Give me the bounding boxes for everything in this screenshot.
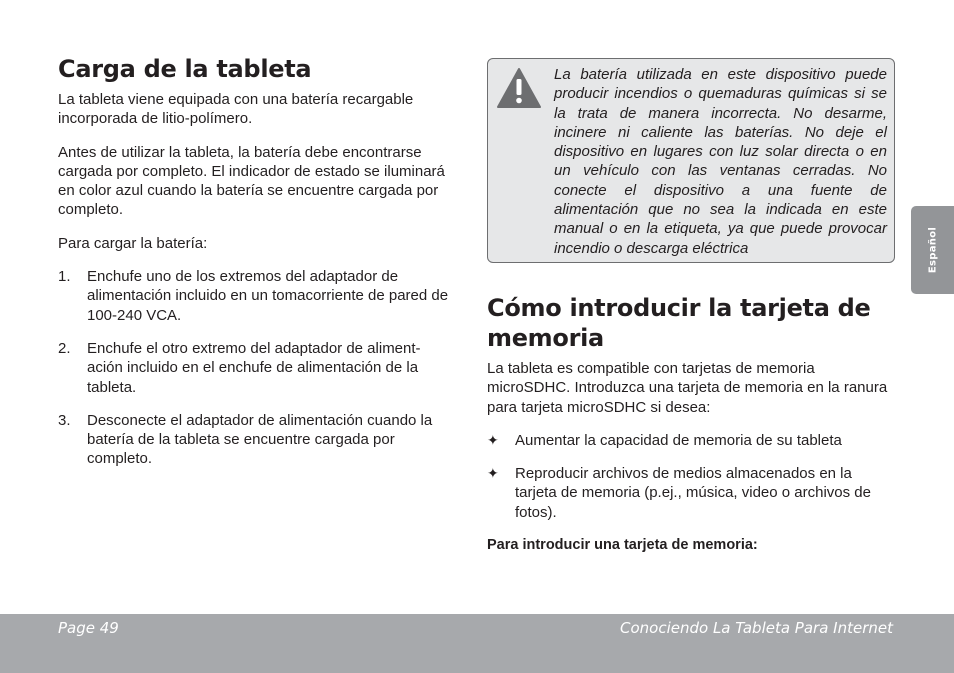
left-column [58, 54, 456, 483]
step-item [58, 411, 456, 469]
step-text: Enchufe el otro extremo del adaptador de aliment-ación incluido en el enchufe de alimentación de la tableta. [87, 339, 421, 396]
paragraph-battery-intro: La tableta viene equipada con una batería recargable incorporada de litio-polímero. [58, 91, 414, 128]
footer-document-title: Conociendo La Tableta Para Internet [620, 619, 893, 637]
paragraph-how-to-charge: Para cargar la batería: [58, 234, 208, 252]
warning-box [487, 58, 895, 263]
warning-text: La batería utilizada en este dispositivo puede producir incendios o quemaduras químicas si se la trata de manera incorrecta. No desarme, incinere ni caliente las baterías. No deje el dispositivo en lugares con luz solar directa o en un vehículo con las ventanas cerradas. No conecte el dispositivo a una fuente de alimentación que no sea la indicada en este manual o en la etiqueta, ya que puede provocar incendio o descarga eléctrica [554, 66, 887, 257]
paragraph-charge-before-use: Antes de utilizar la tableta, la batería debe encontrarse cargada por completo. El indicador de estado se iluminará en color azul cuando la batería se encuentre cargada por completo. [58, 143, 445, 219]
step-number: 2. [58, 339, 71, 357]
bullet-text: Reproducir archivos de medios almacenados en la tarjeta de memoria (p.ej., música, video o archivos de fotos). [515, 465, 871, 521]
section-heading-charging: Carga de la tableta [58, 55, 312, 83]
bullet-text: Aumentar la capacidad de memoria de su tableta [515, 431, 842, 449]
step-number: 1. [58, 268, 71, 286]
footer-page-number: Page 49 [58, 619, 119, 637]
right-column [487, 293, 895, 555]
step-item [58, 267, 456, 325]
section-heading-memory-card: Cómo introducir la tarjeta de memoria [487, 294, 871, 352]
step-text: Enchufe uno de los extremos del adaptador de alimentación incluido en un tomacorriente de pared de 100-240 VCA. [87, 268, 449, 324]
four-point-star-icon: ✦ [487, 431, 499, 448]
step-item [58, 339, 456, 397]
page-footer [0, 614, 954, 673]
bullet-item [487, 464, 895, 522]
bullet-item [487, 431, 895, 450]
warning-triangle-icon [496, 67, 542, 109]
language-side-tab [911, 206, 954, 294]
step-text: Desconecte el adaptador de alimentación cuando la batería de la tableta se encuentre cargada por completo. [87, 411, 433, 468]
side-tab-label: Español [927, 226, 938, 274]
four-point-star-icon: ✦ [487, 465, 499, 482]
paragraph-microsdhc: La tableta es compatible con tarjetas de memoria microSDHC. Introduzca una tarjeta de memoria en la ranura para tarjeta microSDHC si desea: [487, 360, 888, 416]
bold-instruction-line: Para introducir una tarjeta de memoria: [487, 537, 758, 554]
step-number: 3. [58, 411, 71, 429]
